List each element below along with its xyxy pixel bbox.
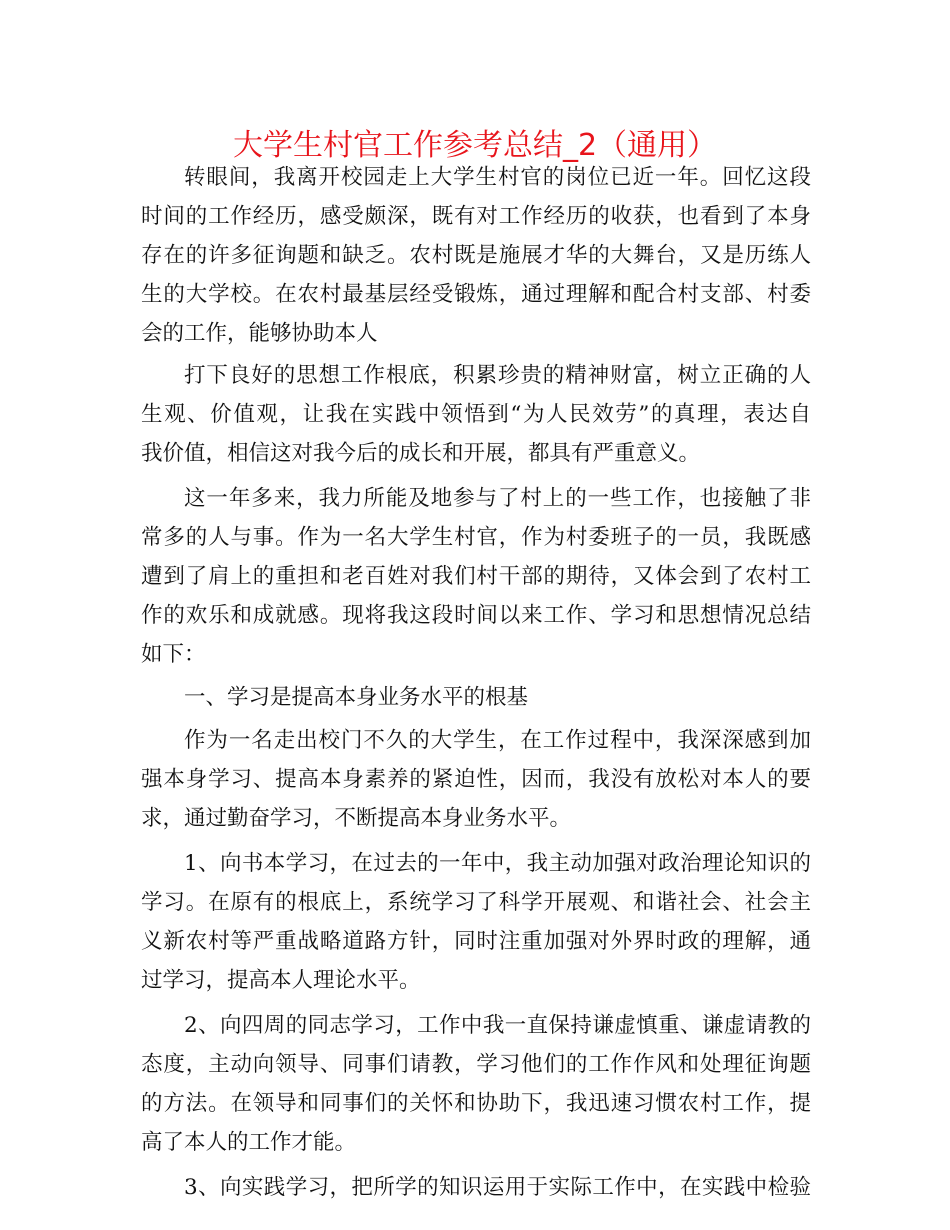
paragraph-line: 义新农村等严重战略道路方针，同时注重加强对外界时政的理解，通 (141, 929, 811, 954)
paragraph-line: 打下良好的思想工作根底，积累珍贵的精神财富，树立正确的人 (184, 363, 811, 388)
paragraph-line: 存在的许多征询题和缺乏。农村既是施展才华的大舞台，又是历练人 (141, 243, 811, 268)
paragraph (141, 158, 811, 353)
paragraph-line: 过学习，提高本人理论水平。 (141, 968, 421, 993)
paragraph-line: 求，通过勤奋学习，不断提高本身业务水平。 (141, 806, 572, 831)
paragraph (141, 356, 811, 473)
document-title: 大学生村官工作参考总结_2（通用） (232, 128, 718, 163)
paragraph-line: 生观、价值观，让我在实践中领悟到“为人民效劳”的真理，表达自 (141, 402, 811, 427)
paragraph-line: 生的大学校。在农村最基层经受锻炼，通过理解和配合村支部、村委 (141, 282, 811, 307)
paragraph-line: 态度，主动向领导、同事们请教，学习他们的工作作风和处理征询题 (141, 1052, 811, 1077)
paragraph-line: 1、向书本学习，在过去的一年中，我主动加强对政治理论知识的 (184, 851, 811, 876)
paragraph-line: 遭到了肩上的重担和老百姓对我们村干部的期待，又体会到了农村工 (141, 564, 811, 589)
paragraph-line: 3、向实践学习，把所学的知识运用于实际工作中，在实践中检验 (184, 1175, 811, 1200)
paragraph-line: 转眼间，我离开校园走上大学生村官的岗位已近一年。回忆这段 (184, 165, 811, 190)
paragraph-line: 的方法。在领导和同事们的关怀和协助下，我迅速习惯农村工作，提 (141, 1091, 811, 1116)
paragraph-line: 作为一名走出校门不久的大学生，在工作过程中，我深深感到加 (184, 728, 811, 753)
paragraph-line: 一、学习是提高本身业务水平的根基 (184, 685, 529, 710)
paragraph-line: 学习。在原有的根底上，系统学习了科学开展观、和谐社会、社会主 (141, 890, 811, 915)
document-body (141, 158, 811, 1207)
paragraph (141, 678, 811, 717)
paragraph (141, 479, 811, 674)
paragraph-line: 如下： (141, 642, 206, 667)
paragraph-line: 这一年多来，我力所能及地参与了村上的一些工作，也接触了非 (184, 486, 811, 511)
paragraph (141, 844, 811, 1000)
paragraph (141, 721, 811, 838)
paragraph-line: 常多的人与事。作为一名大学生村官，作为村委班子的一员，我既感 (141, 525, 811, 550)
paragraph-line: 作的欢乐和成就感。现将我这段时间以来工作、学习和思想情况总结 (141, 603, 811, 628)
paragraph (141, 1168, 811, 1207)
paragraph-line: 高了本人的工作才能。 (141, 1130, 357, 1155)
paragraph (141, 1006, 811, 1162)
paragraph-line: 我价值，相信这对我今后的成长和开展，都具有严重意义。 (141, 441, 701, 466)
paragraph-line: 会的工作，能够协助本人 (141, 321, 378, 346)
paragraph-line: 时间的工作经历，感受颇深，既有对工作经历的收获，也看到了本身 (141, 204, 811, 229)
paragraph-line: 2、向四周的同志学习，工作中我一直保持谦虚慎重、谦虚请教的 (184, 1013, 811, 1038)
paragraph-line: 强本身学习、提高本身素养的紧迫性，因而，我没有放松对本人的要 (141, 767, 811, 792)
